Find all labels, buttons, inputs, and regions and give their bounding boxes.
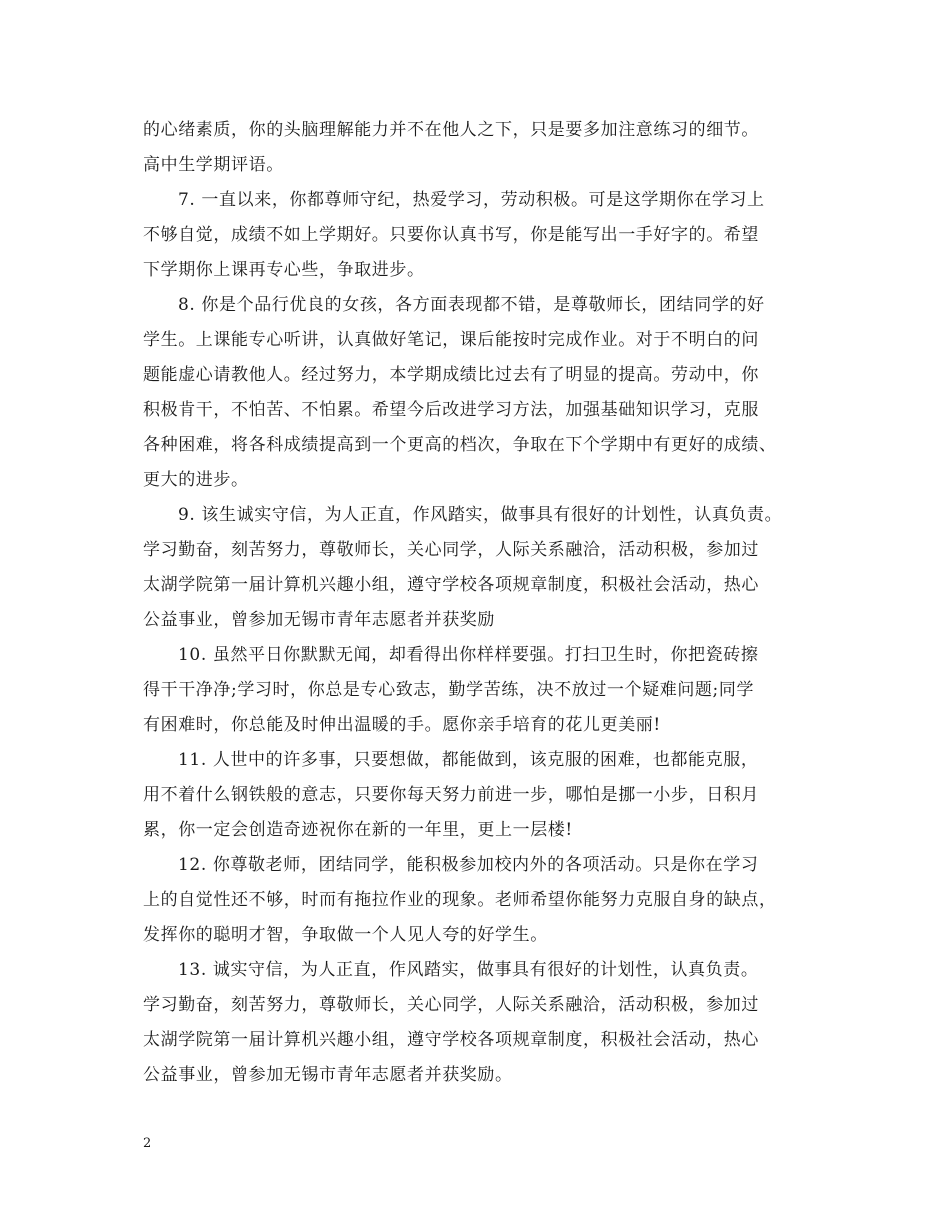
text-line: 有困难时，你总能及时伸出温暖的手。愿你亲手培育的花儿更美丽! bbox=[143, 715, 661, 735]
text-line: 太湖学院第一届计算机兴趣小组，遵守学校各项规章制度，积极社会活动，热心 bbox=[143, 575, 759, 595]
paragraph-10-line: 10. 虽然平日你默默无闻，却看得出你样样要强。打扫卫生时，你把瓷砖擦 bbox=[178, 645, 759, 665]
text-line: 累，你一定会创造奇迹祝你在新的一年里，更上一层楼! bbox=[143, 820, 573, 840]
paragraph-9-line: 9. 该生诚实守信，为人正直，作风踏实，做事具有很好的计划性，认真负责。 bbox=[178, 505, 783, 525]
text-line: 下学期你上课再专心些，争取进步。 bbox=[143, 260, 425, 280]
text-line: 公益事业，曾参加无锡市青年志愿者并获奖励 bbox=[143, 610, 495, 630]
paragraph-7-line: 7. 一直以来，你都尊师守纪，热爱学习，劳动积极。可是这学期你在学习上 bbox=[178, 190, 765, 210]
paragraph-11-line: 11. 人世中的许多事，只要想做，都能做到，该克服的困难，也都能克服， bbox=[178, 750, 759, 770]
text-line: 学生。上课能专心听讲，认真做好笔记，课后能按时完成作业。对于不明白的问 bbox=[143, 330, 759, 350]
text-line: 发挥你的聪明才智，争取做一个人见人夸的好学生。 bbox=[143, 925, 548, 945]
text-line: 学习勤奋，刻苦努力，尊敬师长，关心同学，人际关系融洽，活动积极，参加过 bbox=[143, 995, 759, 1015]
text-line: 高中生学期评语。 bbox=[143, 155, 284, 175]
text-line: 太湖学院第一届计算机兴趣小组，遵守学校各项规章制度，积极社会活动，热心 bbox=[143, 1030, 759, 1050]
text-line: 上的自觉性还不够，时而有拖拉作业的现象。老师希望你能努力克服自身的缺点， bbox=[143, 890, 777, 910]
paragraph-13-line: 13. 诚实守信，为人正直，作风踏实，做事具有很好的计划性，认真负责。 bbox=[178, 960, 759, 980]
text-line: 用不着什么钢铁般的意志，只要你每天努力前进一步，哪怕是挪一小步，日积月 bbox=[143, 785, 759, 805]
paragraph-12-line: 12. 你尊敬老师，团结同学，能积极参加校内外的各项活动。只是你在学习 bbox=[178, 855, 759, 875]
text-line: 学习勤奋，刻苦努力，尊敬师长，关心同学，人际关系融洽，活动积极，参加过 bbox=[143, 540, 759, 560]
page-number: 2 bbox=[143, 1136, 152, 1151]
text-line: 得干干净净;学习时，你总是专心致志，勤学苦练，决不放过一个疑难问题;同学 bbox=[143, 680, 755, 700]
text-line: 的心绪素质，你的头脑理解能力并不在他人之下，只是要多加注意练习的细节。 bbox=[143, 120, 759, 140]
text-line: 更大的进步。 bbox=[143, 470, 249, 490]
paragraph-8-line: 8. 你是个品行优良的女孩，各方面表现都不错，是尊敬师长，团结同学的好 bbox=[178, 295, 765, 315]
text-line: 不够自觉，成绩不如上学期好。只要你认真书写，你是能写出一手好字的。希望 bbox=[143, 225, 759, 245]
text-line: 题能虚心请教他人。经过努力，本学期成绩比过去有了明显的提高。劳动中，你 bbox=[143, 365, 759, 385]
text-line: 积极肯干，不怕苦、不怕累。希望今后改进学习方法，加强基础知识学习，克服 bbox=[143, 400, 759, 420]
text-line: 各种困难，将各科成绩提高到一个更高的档次，争取在下个学期中有更好的成绩、 bbox=[143, 435, 777, 455]
text-line: 公益事业，曾参加无锡市青年志愿者并获奖励。 bbox=[143, 1065, 513, 1085]
